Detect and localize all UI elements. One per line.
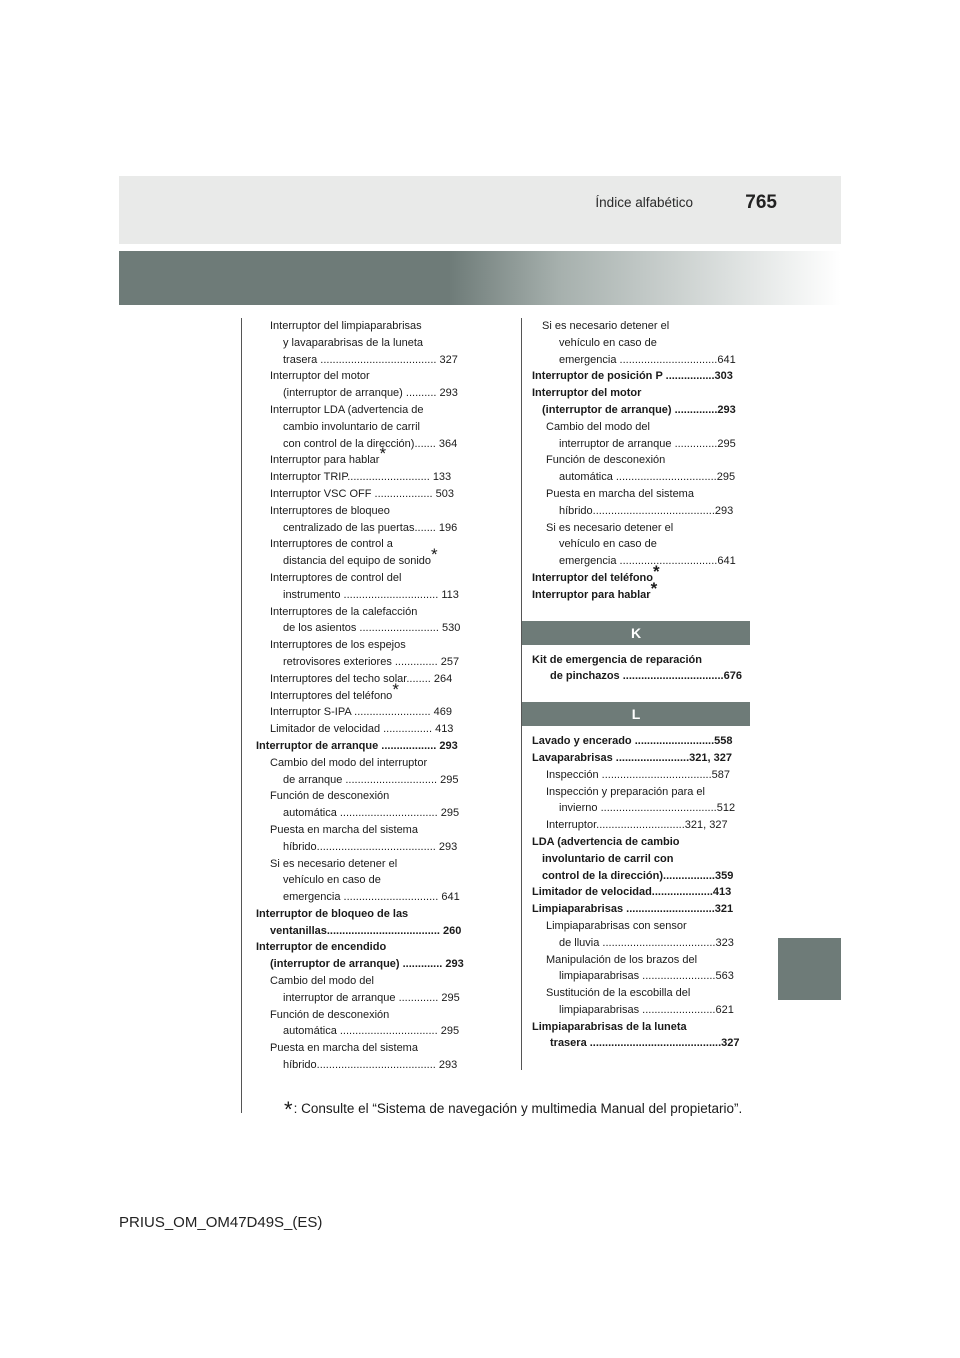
index-entry-text: con control de la dirección)....... 364 xyxy=(283,437,458,450)
footnote-text: : Consulte el “Sistema de navegación y multimedia Manual del propietario”. xyxy=(293,1101,743,1116)
index-entry-text: Si es necesario detener el xyxy=(542,320,670,332)
index-entry xyxy=(256,839,472,856)
index-entry-text: retrovisores exteriores .............. 257 xyxy=(283,655,460,668)
index-entry xyxy=(532,385,750,402)
index-group-k xyxy=(532,652,750,686)
index-entry-text: (interruptor de arranque) ............. 293 xyxy=(270,958,464,971)
index-entry xyxy=(256,671,472,688)
index-entry-text: Interruptor de posición P ................303 xyxy=(532,370,733,383)
index-entry-text: Interruptores del techo solar........ 264 xyxy=(270,672,453,685)
index-entry xyxy=(256,318,472,335)
index-entry xyxy=(532,1019,750,1036)
index-entry-text: automática ................................ 295 xyxy=(283,1025,460,1038)
index-entry xyxy=(256,545,472,570)
footnote-marker: * xyxy=(650,578,658,598)
index-entry-text: híbrido........................................293 xyxy=(559,504,734,517)
index-entry xyxy=(256,923,472,940)
footnote xyxy=(284,1093,743,1122)
index-entry xyxy=(532,968,750,985)
index-entry xyxy=(256,906,472,923)
index-entry-text: Manipulación de los brazos del xyxy=(546,953,698,966)
index-entry xyxy=(532,402,750,419)
index-entry-text: Puesta en marcha del sistema xyxy=(270,1042,418,1055)
index-entry xyxy=(256,444,472,469)
index-entry-text: Función de desconexión xyxy=(270,1008,390,1021)
index-entry xyxy=(532,767,750,784)
index-entry-text: Cambio del modo del xyxy=(270,975,374,988)
index-entry xyxy=(256,956,472,973)
left-column-rule xyxy=(241,318,242,1113)
index-entry-text: invierno ......................................512 xyxy=(559,802,736,815)
index-entry-text: Interruptores de la calefacción xyxy=(270,605,418,618)
index-entry-text: instrumento ............................... 113 xyxy=(283,588,459,601)
index-entry-text: vehículo en caso de xyxy=(283,874,381,887)
index-entry-text: limpiaparabrisas ........................563 xyxy=(559,970,734,983)
index-entry xyxy=(256,654,472,671)
index-entry xyxy=(532,952,750,969)
index-entry xyxy=(256,805,472,822)
footnote-marker: * xyxy=(431,545,438,565)
index-entry-text: Interruptores del teléfono xyxy=(270,689,393,702)
index-entry xyxy=(532,834,750,851)
index-entry-text: LDA (advertencia de cambio xyxy=(532,835,680,848)
index-entry-text: Interruptor de arranque .................. 293 xyxy=(256,739,458,752)
index-entry xyxy=(256,469,472,486)
index-entry-text: Interruptor LDA (advertencia de xyxy=(270,403,424,416)
index-entry-text: Interruptor del motor xyxy=(532,387,642,400)
index-entry xyxy=(256,604,472,621)
index-entry xyxy=(256,872,472,889)
index-entry-text: emergencia ................................641 xyxy=(559,555,736,568)
index-entry-text: Interruptor para hablar xyxy=(270,454,380,467)
index-entry-text: interruptor de arranque ............. 295 xyxy=(283,991,460,1004)
index-entry xyxy=(256,536,472,553)
index-entry xyxy=(532,318,750,335)
chapter-tab xyxy=(778,938,841,1000)
index-entry-text: Limpiaparabrisas con sensor xyxy=(546,919,687,932)
index-entry-text: Limpiaparabrisas de la luneta xyxy=(532,1020,687,1033)
index-entry-text: automática ................................ 295 xyxy=(283,807,460,820)
index-entry-text: involuntario de carril con xyxy=(542,852,674,865)
index-entry-text: cambio involuntario de carril xyxy=(283,420,420,433)
index-entry xyxy=(532,668,750,685)
index-entry xyxy=(256,721,472,738)
index-entry xyxy=(256,856,472,873)
index-entry xyxy=(532,817,750,834)
index-entry-text: Si es necesario detener el xyxy=(546,521,674,534)
index-entry xyxy=(256,419,472,436)
index-entry-text: Interruptor TRIP........................... 133 xyxy=(270,471,452,484)
index-column-right xyxy=(532,318,750,1052)
index-entry-text: Si es necesario detener el xyxy=(270,857,398,870)
index-entry xyxy=(532,935,750,952)
index-entry-text: (interruptor de arranque) ..............293 xyxy=(542,403,736,416)
header-band xyxy=(119,176,841,244)
index-entry xyxy=(532,800,750,817)
index-entry xyxy=(256,738,472,755)
section-letter-l: L xyxy=(522,702,750,726)
index-entry xyxy=(532,784,750,801)
index-entry-text: Interruptor del motor xyxy=(270,370,370,383)
index-entry xyxy=(532,733,750,750)
index-entry xyxy=(532,352,750,369)
section-title: Índice alfabético xyxy=(595,195,693,210)
index-entry xyxy=(256,755,472,772)
index-entry-text: Cambio del modo del interruptor xyxy=(270,756,428,769)
index-entry-text: Interruptor del teléfono xyxy=(532,571,653,584)
index-entry xyxy=(532,985,750,1002)
index-entry-text: vehículo en caso de xyxy=(559,538,657,551)
index-entry-text: Limitador de velocidad ................ 413 xyxy=(270,723,454,736)
index-entry xyxy=(256,889,472,906)
index-entry xyxy=(256,335,472,352)
index-entry xyxy=(256,436,472,453)
index-entry xyxy=(532,436,750,453)
column-divider xyxy=(521,318,522,1070)
index-entry-text: Lavaparabrisas ........................321, 327 xyxy=(532,751,732,764)
index-entry xyxy=(532,884,750,901)
index-entry xyxy=(532,868,750,885)
index-entry xyxy=(256,402,472,419)
index-entry-text: control de la dirección).................359 xyxy=(542,869,734,882)
index-entry xyxy=(532,368,750,385)
index-entry xyxy=(256,1057,472,1074)
index-entry-text: automática .................................295 xyxy=(559,471,736,484)
index-entry-text: híbrido....................................... 293 xyxy=(283,1059,458,1072)
index-entry xyxy=(532,652,750,669)
index-group-i-continued xyxy=(532,318,750,604)
index-entry-text: centralizado de las puertas....... 196 xyxy=(283,521,458,534)
index-entry xyxy=(256,587,472,604)
index-entry-text: de los asientos .......................... 530 xyxy=(283,622,461,635)
index-entry-text: emergencia ................................641 xyxy=(559,353,736,366)
index-entry-text: Función de desconexión xyxy=(546,454,666,467)
index-entry xyxy=(256,620,472,637)
index-entry-text: Interruptores de bloqueo xyxy=(270,504,390,517)
index-entry-text: trasera ...................................... 327 xyxy=(283,353,458,366)
index-entry-text: Interruptor S-IPA ......................... 469 xyxy=(270,706,452,719)
index-entry xyxy=(532,901,750,918)
page-number: 765 xyxy=(745,192,777,213)
index-entry xyxy=(532,1002,750,1019)
index-entry-text: Interruptores de control a xyxy=(270,538,393,551)
index-entry xyxy=(532,503,750,520)
index-entry xyxy=(532,536,750,553)
index-group-l xyxy=(532,733,750,1052)
index-entry xyxy=(256,704,472,721)
index-entry-text: vehículo en caso de xyxy=(559,336,657,349)
index-entry xyxy=(256,570,472,587)
index-entry-text: (interruptor de arranque) .......... 293 xyxy=(283,387,458,400)
index-entry xyxy=(532,918,750,935)
index-entry-text: de arranque .............................. 295 xyxy=(283,773,459,786)
index-entry-text: distancia del equipo de sonido xyxy=(283,555,432,568)
index-entry-text: Cambio del modo del xyxy=(546,420,650,433)
index-entry xyxy=(256,520,472,537)
index-entry xyxy=(532,469,750,486)
index-entry-text: Limitador de velocidad....................413 xyxy=(532,886,732,899)
index-entry xyxy=(256,1040,472,1057)
index-entry-text: trasera ...........................................327 xyxy=(550,1037,740,1050)
index-entry-text: Limpiaparabrisas .............................321 xyxy=(532,903,734,916)
index-entry xyxy=(532,750,750,767)
index-entry-text: de pinchazos .................................676 xyxy=(550,670,742,683)
index-entry xyxy=(256,385,472,402)
decorative-banner xyxy=(119,251,841,305)
index-entry-text: emergencia ............................... 641 xyxy=(283,891,460,904)
footnote-marker: * xyxy=(379,444,387,464)
index-entry xyxy=(256,939,472,956)
footnote-star: * xyxy=(284,1097,293,1122)
index-entry xyxy=(256,1023,472,1040)
index-entry xyxy=(256,1007,472,1024)
index-entry-text: interruptor de arranque ..............295 xyxy=(559,437,736,450)
index-entry-text: Puesta en marcha del sistema xyxy=(546,487,694,500)
index-entry-text: Inspección y preparación para el xyxy=(546,785,705,798)
index-entry-text: Interruptor.............................321, 327 xyxy=(546,819,728,832)
index-entry xyxy=(256,772,472,789)
index-entry xyxy=(256,973,472,990)
index-entry xyxy=(256,352,472,369)
document-code: PRIUS_OM_OM47D49S_(ES) xyxy=(119,1214,323,1231)
index-entry-text: Lavado y encerado ..........................558 xyxy=(532,735,733,748)
index-column-left xyxy=(256,318,472,1074)
index-entry-text: Interruptor de bloqueo de las xyxy=(256,907,409,920)
section-letter-k: K xyxy=(522,621,750,645)
index-entry-text: limpiaparabrisas ........................621 xyxy=(559,1003,734,1016)
index-entry-text: híbrido....................................... 293 xyxy=(283,840,458,853)
index-entry xyxy=(256,788,472,805)
index-entry-text: Puesta en marcha del sistema xyxy=(270,823,418,836)
index-entry-text: de lluvia .....................................323 xyxy=(559,936,734,949)
index-entry xyxy=(256,637,472,654)
footnote-marker: * xyxy=(653,561,660,581)
index-entry-text: Interruptores de control del xyxy=(270,571,402,584)
index-entry-text: Interruptor de encendido xyxy=(256,941,387,954)
index-entry xyxy=(532,452,750,469)
index-entry-text: Sustitución de la escobilla del xyxy=(546,987,691,1000)
index-entry xyxy=(256,990,472,1007)
index-entry xyxy=(256,679,472,705)
index-entry-text: Inspección ....................................587 xyxy=(546,768,731,781)
index-entry xyxy=(256,822,472,839)
index-entry-text: Función de desconexión xyxy=(270,790,390,803)
index-entry xyxy=(256,486,472,503)
index-entry xyxy=(532,851,750,868)
index-entry-text: Interruptor VSC OFF ................... 503 xyxy=(270,487,455,500)
index-entry-text: Interruptor del limpiaparabrisas xyxy=(270,320,422,332)
index-entry-text: Interruptor para hablar xyxy=(532,588,651,601)
index-entry-text: Kit de emergencia de reparación xyxy=(532,653,702,666)
index-entry xyxy=(532,520,750,537)
index-entry xyxy=(532,419,750,436)
index-entry-text: Interruptores de los espejos xyxy=(270,639,406,652)
index-entry xyxy=(532,578,750,604)
index-entry xyxy=(532,1035,750,1052)
index-entry xyxy=(256,368,472,385)
index-entry-text: y lavaparabrisas de la luneta xyxy=(283,336,424,349)
index-entry-text: ventanillas..................................... 260 xyxy=(270,924,462,937)
footnote-marker: * xyxy=(392,679,399,699)
index-entry xyxy=(532,486,750,503)
index-entry xyxy=(256,503,472,520)
index-entry xyxy=(532,553,750,570)
index-entry xyxy=(532,335,750,352)
